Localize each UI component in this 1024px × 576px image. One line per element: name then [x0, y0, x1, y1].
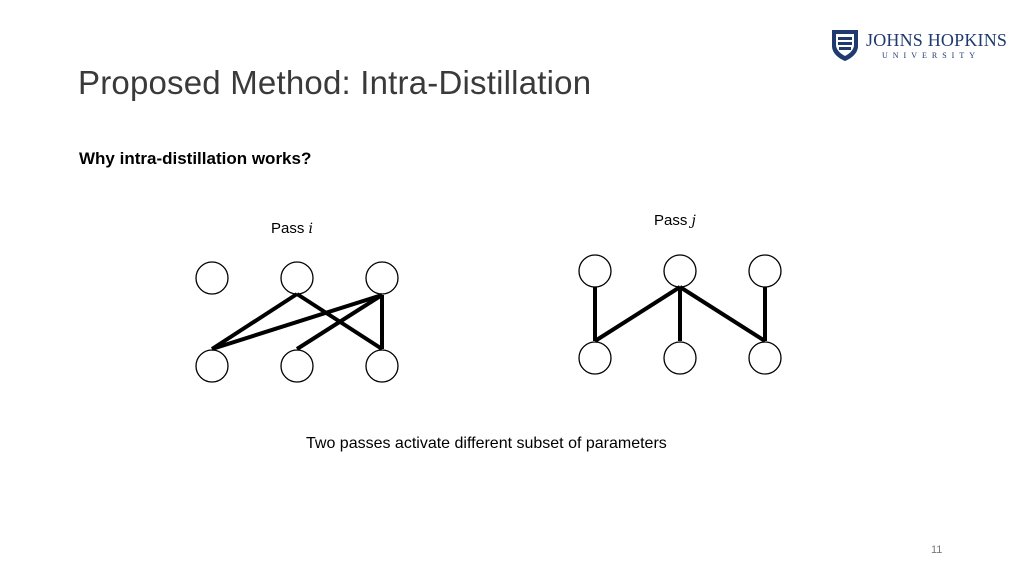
pass-i-prefix: Pass [271, 220, 305, 237]
pass-j-top-node-2 [749, 255, 781, 287]
pass-j-edge-1-0 [595, 287, 680, 341]
pass-j-prefix: Pass [654, 212, 688, 229]
pass-i-bottom-node-1 [281, 350, 313, 382]
pass-i-edge-1-0 [212, 294, 297, 349]
logo-name: JOHNS HOPKINS [866, 30, 1008, 50]
pass-j-top-node-1 [664, 255, 696, 287]
pass-j-edge-1-2 [680, 287, 765, 341]
pass-j-variable: j [691, 213, 696, 229]
pass-i-network [196, 262, 398, 382]
pass-i-top-node-0 [196, 262, 228, 294]
pass-i-bottom-node-2 [366, 350, 398, 382]
pass-i-edge-2-0 [212, 295, 382, 349]
slide-subtitle: Why intra-distillation works? [79, 149, 312, 168]
slide-title: Proposed Method: Intra-Distillation [78, 64, 592, 101]
pass-i-top-node-1 [281, 262, 313, 294]
pass-i-variable: i [308, 221, 314, 237]
pass-i-top-node-2 [366, 262, 398, 294]
pass-j-bottom-node-2 [749, 342, 781, 374]
pass-j-bottom-node-1 [664, 342, 696, 374]
pass-j-network [579, 255, 781, 374]
diagram-caption: Two passes activate different subset of parameters [306, 435, 667, 452]
pass-j-top-node-0 [579, 255, 611, 287]
pass-i-bottom-node-0 [196, 350, 228, 382]
logo-subtext: UNIVERSITY [882, 51, 980, 60]
pass-j-bottom-node-0 [579, 342, 611, 374]
page-number: 11 [931, 544, 943, 556]
